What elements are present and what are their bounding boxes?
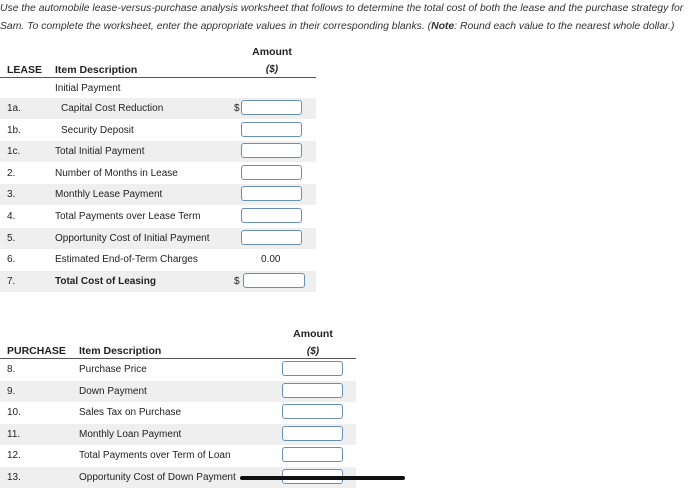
purchase-row xyxy=(0,424,356,445)
lease-amount-input[interactable] xyxy=(241,100,302,115)
lease-row xyxy=(0,249,316,270)
purchase-row-number: 12. xyxy=(7,450,21,462)
lease-amount-input[interactable] xyxy=(241,208,302,223)
purchase-row xyxy=(0,445,356,466)
purchase-row-label: Opportunity Cost of Down Payment xyxy=(79,472,236,483)
purchase-row xyxy=(0,381,356,402)
lease-row-label: Capital Cost Reduction xyxy=(61,103,164,114)
instructions-line2 xyxy=(0,18,700,36)
purchase-row-label: Total Payments over Term of Loan xyxy=(79,450,231,462)
purchase-amount-input[interactable] xyxy=(282,426,343,441)
lease-row-number: 1a. xyxy=(7,103,21,114)
purchase-section-label: PURCHASE xyxy=(7,345,66,357)
lease-row-label: Security Deposit xyxy=(61,124,134,136)
purchase-amount-input[interactable] xyxy=(282,447,343,462)
lease-desc-header: Item Description xyxy=(55,64,138,76)
lease-row-number: 7. xyxy=(7,275,16,287)
dollar-sign: $ xyxy=(234,103,240,114)
purchase-row-label: Down Payment xyxy=(79,385,147,397)
instructions-line1: Use the automobile lease-versus-purchase analysis worksheet that follows to determine the total cost of both the lease and the purchase strategy for xyxy=(0,3,684,14)
lease-row-number: 6. xyxy=(7,254,16,266)
purchase-row-number: 8. xyxy=(7,364,16,375)
lease-row xyxy=(0,271,316,292)
lease-intro-label: Initial Payment xyxy=(55,83,121,94)
purchase-row-label: Sales Tax on Purchase xyxy=(79,407,182,419)
lease-amount-input[interactable] xyxy=(241,143,302,158)
lease-row-number: 4. xyxy=(7,211,16,222)
lease-row xyxy=(0,120,316,141)
lease-row-label: Total Cost of Leasing xyxy=(55,275,156,287)
instructions xyxy=(0,0,700,36)
lease-unit-header: ($) xyxy=(265,64,279,75)
lease-row-number: 5. xyxy=(7,232,16,244)
lease-row-label: Monthly Lease Payment xyxy=(55,189,163,201)
lease-intro-row xyxy=(0,78,316,99)
lease-row-number: 1c. xyxy=(7,146,21,158)
lease-section-label: LEASE xyxy=(7,64,43,76)
lease-amount-input[interactable] xyxy=(241,230,302,245)
lease-row xyxy=(0,98,316,119)
purchase-amount-input[interactable] xyxy=(282,383,343,398)
lease-row-label: Opportunity Cost of Initial Payment xyxy=(55,232,210,244)
lease-amount-input[interactable] xyxy=(241,186,302,201)
lease-amount-header: Amount xyxy=(252,46,292,58)
purchase-row-number: 10. xyxy=(7,407,21,419)
instructions-text: Sam. To complete the worksheet, enter the appropriate values in their corresponding blanks. ( xyxy=(0,21,432,32)
lease-amount-input[interactable] xyxy=(241,122,302,137)
lease-row-label: Total Initial Payment xyxy=(55,146,145,158)
lease-row-number: 2. xyxy=(7,167,16,179)
lease-row xyxy=(0,163,316,184)
horizontal-scrollbar[interactable] xyxy=(240,476,405,480)
note-label: Note xyxy=(431,21,455,32)
lease-amount-input[interactable] xyxy=(243,273,305,288)
dollar-sign: $ xyxy=(234,275,240,287)
end-of-term-charges-value: 0.00 xyxy=(261,254,281,266)
purchase-row-number: 9. xyxy=(7,385,16,397)
purchase-row-number: 11. xyxy=(7,428,21,440)
lease-row xyxy=(0,184,316,205)
lease-row-number: 1b. xyxy=(7,124,21,136)
purchase-unit-header: ($) xyxy=(306,346,320,357)
lease-row xyxy=(0,206,316,227)
purchase-amount-input[interactable] xyxy=(282,404,343,419)
lease-amount-input[interactable] xyxy=(241,165,302,180)
lease-row xyxy=(0,141,316,162)
purchase-desc-header: Item Description xyxy=(79,345,162,357)
purchase-row-label: Monthly Loan Payment xyxy=(79,428,182,440)
purchase-row xyxy=(0,402,356,423)
lease-row-label: Total Payments over Lease Term xyxy=(55,211,201,222)
instructions-suffix: : Round each value to the nearest whole dollar.) xyxy=(454,21,675,32)
purchase-amount-input[interactable] xyxy=(282,361,343,376)
purchase-row-label: Purchase Price xyxy=(79,364,147,375)
purchase-amount-header: Amount xyxy=(293,328,333,340)
lease-row-label: Number of Months in Lease xyxy=(55,167,178,179)
purchase-row-number: 13. xyxy=(7,472,21,483)
lease-row-number: 3. xyxy=(7,189,16,201)
lease-row xyxy=(0,228,316,249)
purchase-row xyxy=(0,359,356,380)
lease-row-label: Estimated End-of-Term Charges xyxy=(55,254,198,266)
